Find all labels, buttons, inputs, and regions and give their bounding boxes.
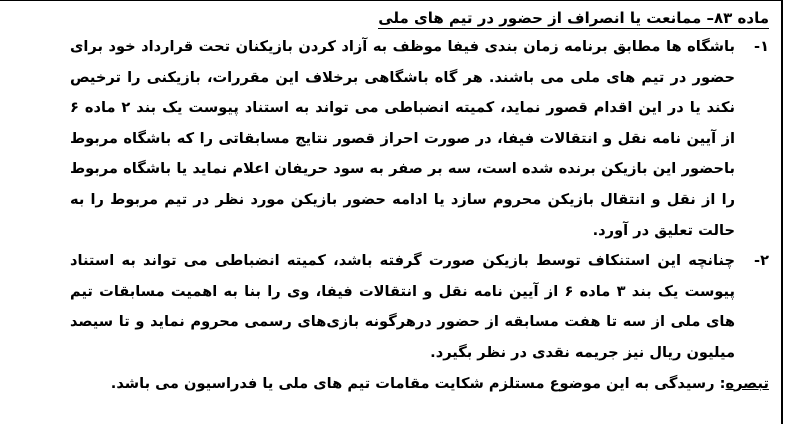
clause-2-text: چنانچه این استنکاف توسط بازیکن صورت گرفته باشد، کمیته انضباطی می تواند به استناد پیوست یک بند ۳ ماده ۶ از آیین نامه نقل و انتقالات فیفا، وی را بنا به اهمیت مسابقات تیم های ملی از سه تا هفت مسابقه از حضور درهرگونه بازی‌های رسمی محروم نماید و تا سیصد میلیون ریال نیز جریمه نقدی در نظر بگیرد. xyxy=(70,252,735,361)
page-top-border xyxy=(0,0,783,1)
clause-2-number: ۲- xyxy=(754,252,769,270)
note-text: : رسیدگی به این موضوع مستلزم شکایت مقامات تیم های ملی یا فدراسیون می باشد. xyxy=(110,374,726,392)
clause-1-text: باشگاه ها مطابق برنامه زمان بندی فیفا موظف به آزاد کردن بازیکنان تحت قرارداد خود برای حضور در تیم های ملی می باشند. هر گاه باشگاهی برخلاف این مقررات، بازیکنی را ترخیص نکند یا در این اقدام قصور نماید، کمیته انضباطی می تواند به استناد پیوست یک بند ۲ ماده ۶ از آیین نامه نقل و انتقالات فیفا، در صورت احراز قصور نتایج مسابقاتی را که باشگاه مربوط باحضور این بازیکن برنده شده است، سه بر صفر به سود حریفان اعلام نماید یا باشگاه مربوط را از نقل و انتقال بازیکن محروم سازد یا ادامه حضور بازیکن مورد نظر در تیم مربوط را به حالت تعلیق در آورد. xyxy=(70,38,735,239)
clause-2 xyxy=(70,246,769,368)
note-label: تبصره xyxy=(725,374,769,392)
article-title xyxy=(70,6,769,30)
note xyxy=(70,369,769,400)
page-right-border xyxy=(781,0,783,424)
document-page xyxy=(70,6,769,424)
article-title-text: ماده ۸۳– ممانعت یا انصراف از حضور در تیم های ملی xyxy=(378,9,769,27)
clause-1-number: ۱- xyxy=(754,38,769,55)
clause-1 xyxy=(70,32,769,246)
